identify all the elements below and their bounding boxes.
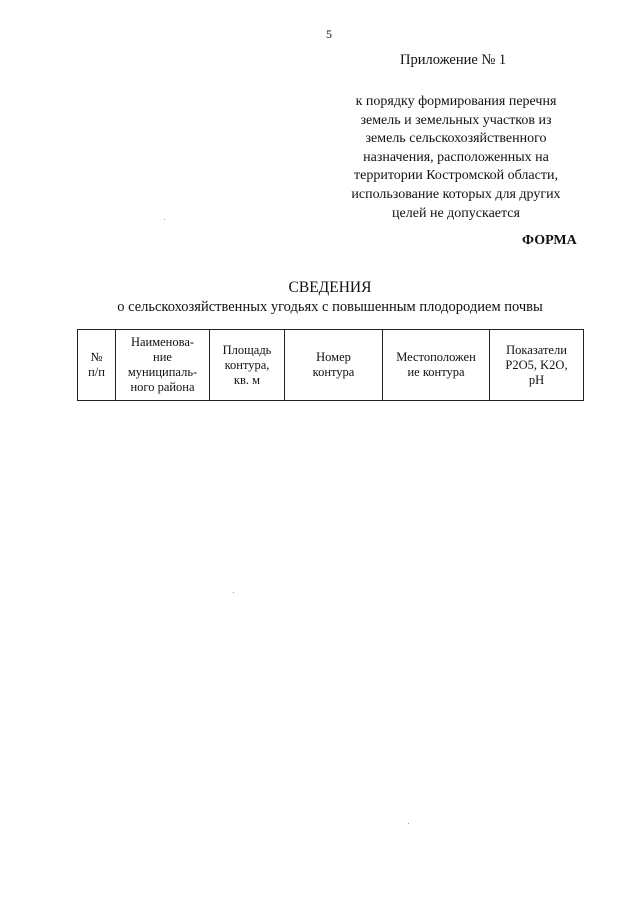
appendix-line: использование которых для других [351, 186, 561, 202]
column-header-number [78, 330, 116, 401]
header-line: муниципаль- [127, 365, 198, 379]
header-line: Наименова- [130, 335, 195, 349]
page-number: 5 [326, 27, 332, 41]
document-title: СВЕДЕНИЯ [288, 279, 372, 296]
header-line: контура [312, 365, 355, 379]
scan-speck [233, 592, 234, 593]
scan-speck [164, 219, 165, 220]
scan-speck [408, 823, 409, 824]
appendix-title: Приложение № 1 [400, 52, 507, 68]
form-label: ФОРМА [522, 233, 577, 248]
header-line: контура, [224, 357, 270, 372]
appendix-line: целей не допускается [392, 205, 520, 221]
header-line: Номер [316, 350, 351, 364]
header-line: Площадь [222, 342, 272, 357]
document-subtitle: о сельскохозяйственных угодьях с повышенным плодородием почвы [117, 299, 543, 315]
appendix-description [334, 93, 578, 223]
appendix-line: назначения, расположенных на [363, 149, 549, 165]
header-line: Показатели [506, 342, 567, 357]
column-header-contour-number [285, 330, 383, 401]
header-line: № [90, 350, 103, 364]
header-line: ние [153, 350, 172, 364]
header-line: п/п [88, 365, 105, 379]
column-header-area [210, 330, 285, 401]
header-line: ие контура [407, 365, 465, 379]
header-line: кв. м [233, 372, 261, 387]
table-header-row [78, 330, 584, 401]
header-line: P2O5, K2O, [505, 357, 568, 372]
column-header-district [116, 330, 210, 401]
appendix-line: земель и земельных участков из [360, 112, 552, 128]
column-header-location [383, 330, 490, 401]
appendix-line: территории Костромской области, [354, 168, 558, 184]
header-line: Местоположен [396, 350, 476, 364]
form-table [77, 329, 584, 401]
appendix-line: земель сельскохозяйственного [365, 131, 547, 147]
appendix-line: к порядку формирования перечня [355, 94, 557, 109]
column-header-indicators [490, 330, 584, 401]
header-line: pH [528, 372, 545, 387]
header-line: ного района [130, 380, 195, 394]
